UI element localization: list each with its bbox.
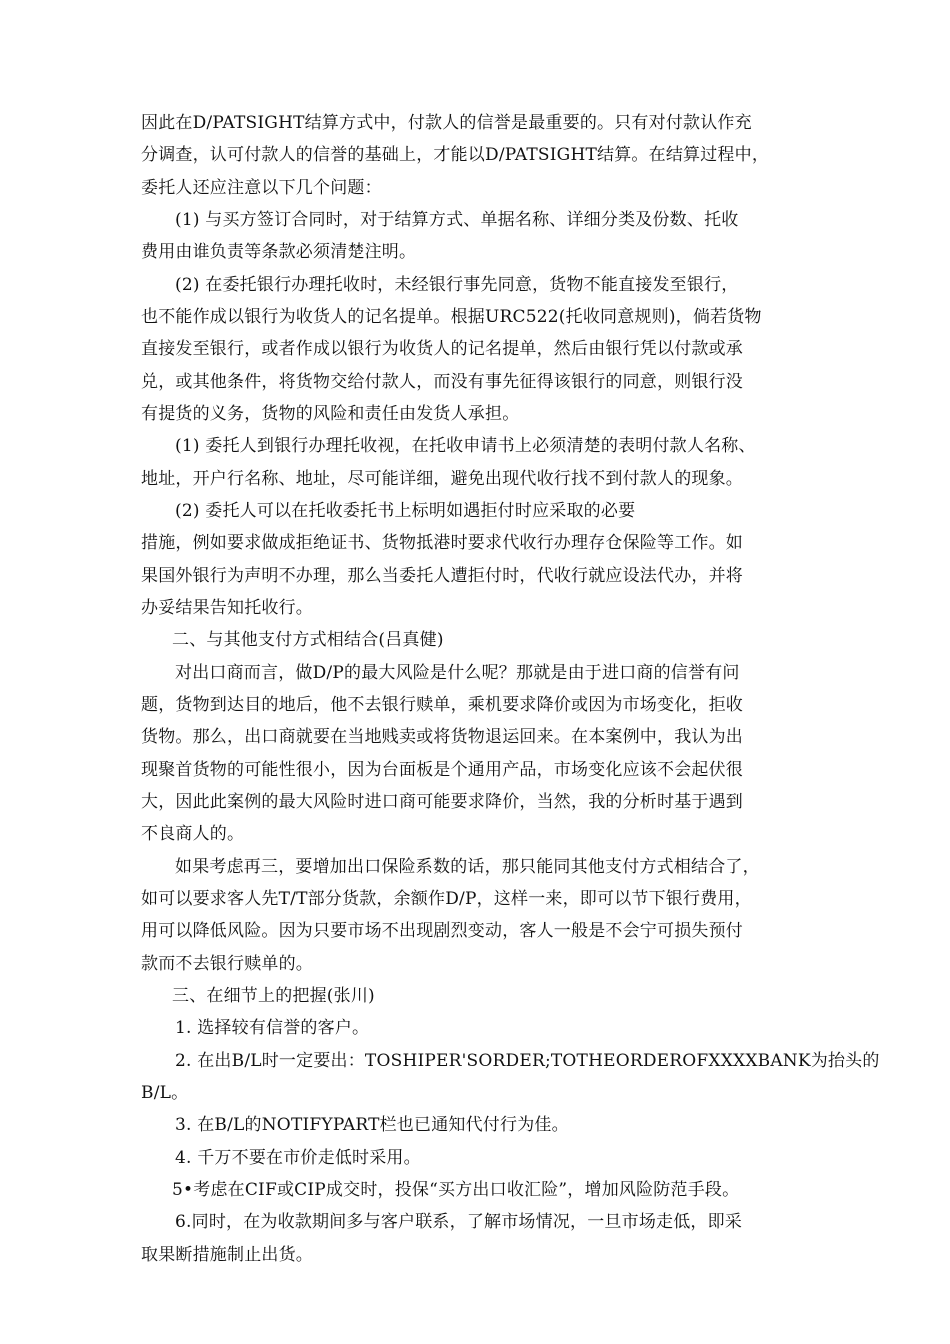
text-line: (1) 与买方签订合同时，对于结算方式、单据名称、详细分类及份数、托收 — [175, 210, 739, 230]
text-line: 大，因此此案例的最大风险时进口商可能要求降价，当然，我的分析时基于遇到 — [141, 792, 743, 812]
text-line: 用可以降低风险。因为只要市场不出现剧烈变动，客人一般是不会宁可损失预付 — [141, 921, 743, 941]
text-line: 委托人还应注意以下几个问题： — [141, 178, 382, 198]
text-line: 如可以要求客人先T/T部分货款，余额作D/P，这样一来，即可以节下银行费用， — [141, 889, 752, 909]
text-line: 款而不去银行赎单的。 — [141, 954, 313, 974]
text-line: 因此在D/PATSIGHT结算方式中，付款人的信誉是最重要的。只有对付款认作充 — [141, 113, 752, 133]
list-item: 6.同时，在为收款期间多与客户联系，了解市场情况，一旦市场走低，即采 — [175, 1212, 743, 1232]
list-item: 1. 选择较有信誉的客户。 — [175, 1018, 370, 1038]
list-item: 2. 在出B/L时一定要出：TOSHIPER'SORDER;TOTHEORDEROFXXXXBANK为抬头的 — [175, 1051, 880, 1071]
text-line: 题，货物到达目的地后，他不去银行赎单，乘机要求降价或因为市场变化，拒收 — [141, 695, 743, 715]
list-item: 5•考虑在CIF或CIP成交时，投保“买方出口收汇险”，增加风险防范手段。 — [172, 1180, 740, 1200]
list-item: 4. 千万不要在市价走低时采用。 — [175, 1148, 421, 1168]
text-line: (2) 委托人可以在托收委托书上标明如遇拒付时应采取的必要 — [175, 501, 636, 521]
text-line: 货物。那么，出口商就要在当地贱卖或将货物退运回来。在本案例中，我认为出 — [141, 727, 743, 747]
text-line: 分调查，认可付款人的信誉的基础上，才能以D/PATSIGHT结算。在结算过程中， — [141, 145, 770, 165]
text-line: 也不能作成以银行为收货人的记名提单。根据URC522(托收同意规则)，倘若货物 — [141, 307, 762, 327]
text-line: (2) 在委托银行办理托收时，未经银行事先同意，货物不能直接发至银行， — [175, 275, 739, 295]
section-heading: 三、在细节上的把握(张川) — [172, 986, 375, 1006]
text-line: 措施，例如要求做成拒绝证书、货物抵港时要求代收行办理存仓保险等工作。如 — [141, 533, 743, 553]
text-line: 直接发至银行，或者作成以银行为收货人的记名提单，然后由银行凭以付款或承 — [141, 339, 743, 359]
text-line: 对出口商而言，做D/P的最大风险是什么呢？那就是由于进口商的信誉有问 — [175, 663, 740, 683]
text-line: 不良商人的。 — [141, 824, 245, 844]
section-heading: 二、与其他支付方式相结合(吕真健) — [172, 630, 444, 650]
text-line: 有提货的义务，货物的风险和责任由发货人承担。 — [141, 404, 520, 424]
text-line: 现聚首货物的可能性很小，因为台面板是个通用产品，市场变化应该不会起伏很 — [141, 760, 743, 780]
text-line: 取果断措施制止出货。 — [141, 1245, 313, 1265]
text-line: 果国外银行为声明不办理，那么当委托人遭拒付时，代收行就应设法代办，并将 — [141, 566, 743, 586]
text-line: B/L。 — [141, 1083, 189, 1103]
text-line: (1) 委托人到银行办理托收视，在托收申请书上必须清楚的表明付款人名称、 — [175, 436, 756, 456]
text-line: 如果考虑再三，要增加出口保险系数的话，那只能同其他支付方式相结合了， — [175, 857, 760, 877]
text-line: 兑，或其他条件，将货物交给付款人，而没有事先征得该银行的同意，则银行没 — [141, 372, 743, 392]
text-line: 办妥结果告知托收行。 — [141, 598, 313, 618]
text-line: 费用由谁负责等条款必须清楚注明。 — [141, 242, 417, 262]
list-item: 3. 在B/L的NOTIFYPART栏也已通知代付行为佳。 — [175, 1115, 569, 1135]
text-line: 地址，开户行名称、地址，尽可能详细，避免出现代收行找不到付款人的现象。 — [141, 469, 743, 489]
